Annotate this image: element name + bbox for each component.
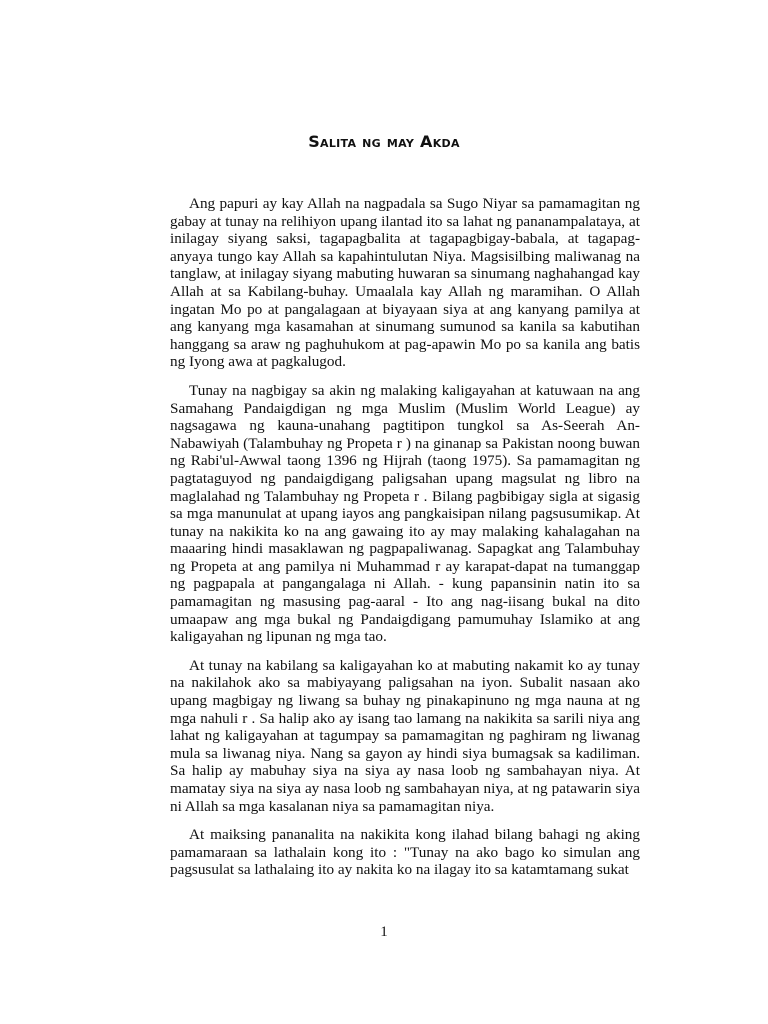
page-title: Salita ng may Akda bbox=[308, 132, 460, 151]
paragraph-2: Tunay na nagbigay sa akin ng malaking kaligayahan at katuwaan na ang Samahang Pandaigdigan ng mga Muslim (Muslim World League) ay nagsagawa ng kauna-unahang pagtitipon tungkol sa As-Seerah An-Nabawiyah (Talambuhay ng Propeta r ) na ginanap sa Pakistan noong buwan ng Rabi'ul-Awwal taong 1396 ng Hijrah (taong 1975). Sa pamamagitan ng pagtataguyod ng pandaigdigang paligsahan upang magsulat ng libro na maglalahad ng Talambuhay ng Propeta r . Bilang pagbibigay sigla at sigasig sa mga manunulat at upang iayos ang pangkaisipan nilang pagsusumikap. At tunay na nakikita ko na ang gawaing ito ay may malaking kahalagahan na maaaring hindi masaklawan ng pagpapaliwanag. Sapagkat ang Talambuhay ng Propeta at ang pamilya ni Muhammad r ay karapat-dapat na tumanggap ng pagpapala at pangangalaga ni Allah. - kung papansinin natin ito sa pamamagitan ng masusing pag-aaral - Ito ang nag-iisang bukal na dito umaapaw ang mga bukal ng Pandaigdigang pamumuhay Islamiko at ang kaligayahan ng lipunan ng mga tao. bbox=[170, 381, 640, 646]
body-text bbox=[170, 195, 640, 890]
paragraph-3: At tunay na kabilang sa kaligayahan ko at mabuting nakamit ko ay tunay na nakilahok ako sa mabiyayang paligsahan na iyon. Subalit nasaan ako upang magbigay ng liwang sa buhay ng pinakapinuno ng mga nauna at ng mga nahuli r . Sa halip ako ay isang tao lamang na nakikita sa sarili niya ang lahat ng kaligayahan at tagumpay sa pamamagitan ng paghiram ng liwanag mula sa liwanag niya. Nang sa gayon ay hindi siya bumagsak sa kadiliman. Sa halip ay mabuhay siya na siya ay nasa loob ng sambahayan niya. At mamatay siya na siya ay nasa loob ng sambahayan niya, at ng patawarin siya ni Allah sa mga kasalanan niya sa pamamagitan niya. bbox=[170, 656, 640, 815]
page-number: 1 bbox=[380, 924, 388, 940]
paragraph-4: At maiksing pananalita na nakikita kong ilahad bilang bahagi ng aking pamamaraan sa lathalain kong ito : "Tunay na ako bago ko simulan ang pagsusulat sa lathalaing ito ay nakita ko na ilagay ito sa katamtamang sukat bbox=[170, 826, 640, 879]
paragraph-1: Ang papuri ay kay Allah na nagpadala sa Sugo Niyar sa pamamagitan ng gabay at tunay na relihiyon upang ilantad ito sa lahat ng pananampalataya, at inilagay siyang saksi, tagapagbalita at tagapagbigay-babala, at tagapag-anyaya tungo kay Allah sa kapahintulutan Niya. Magsisilbing maliwanag na tanglaw, at inilagay siyang mabuting huwaran sa sinumang naghahangad kay Allah at sa Kabilang-buhay. Umaalala kay Allah ng maramihan. O Allah ingatan Mo po at pangalagaan at biyayaan siya at ang kanyang pamilya at ang kanyang mga kasamahan at sinumang sumunod sa kanila sa kabutihan hanggang sa araw ng paghuhukom at pag-apawin Mo po sa kanila ang batis ng Iyong awa at pagkalugod. bbox=[170, 195, 640, 371]
